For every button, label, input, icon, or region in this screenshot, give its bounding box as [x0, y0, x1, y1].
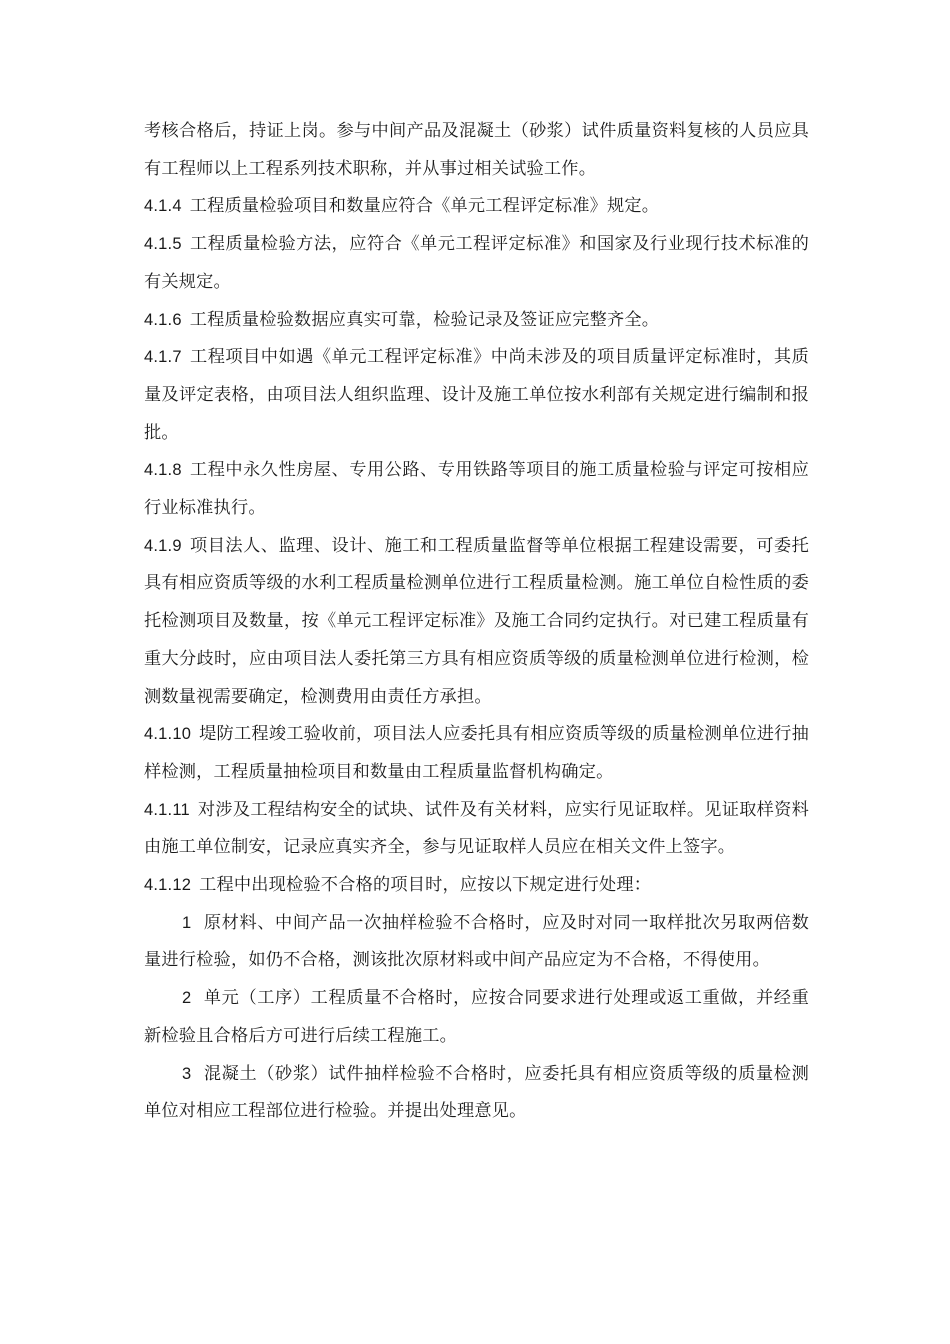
clause-number: 4.1.8	[144, 461, 182, 480]
clause-text: 工程质量检验数据应真实可靠，检验记录及签证应完整齐全。	[189, 309, 660, 330]
clause-4-1-6	[144, 302, 809, 340]
list-item-2	[144, 980, 809, 1055]
clause-text: 项目法人、监理、设计、施工和工程质量监督等单位根据工程建设需要，可委托具有相应资质等级的水利工程质量检测单位进行工程质量检测。施工单位自检性质的委托检测项目及数量，按《单元工程评定标准》及施工合同约定执行。对已建工程质量有重大分歧时，应由项目法人委托第三方具有相应资质等级的质量检测单位进行检测，检测数量视需要确定，检测费用由责任方承担。	[144, 535, 809, 707]
clause-text: 工程中出现检验不合格的项目时，应按以下规定进行处理：	[199, 875, 652, 896]
clause-number: 4.1.4	[144, 197, 182, 216]
item-number: 1	[182, 913, 192, 932]
clause-number: 4.1.6	[144, 310, 182, 329]
item-text: 单元（工序）工程质量不合格时，应按合同要求进行处理或返工重做，并经重新检验且合格后方可进行后续工程施工。	[144, 988, 809, 1046]
clause-number: 4.1.11	[144, 800, 190, 819]
clause-4-1-7	[144, 339, 809, 452]
list-item-3	[144, 1056, 809, 1131]
clause-text: 工程项目中如遇《单元工程评定标准》中尚未涉及的项目质量评定标准时，其质量及评定表格，由项目法人组织监理、设计及施工单位按水利部有关规定进行编制和报批。	[144, 347, 809, 443]
clause-number: 4.1.7	[144, 348, 182, 367]
item-text: 原材料、中间产品一次抽样检验不合格时，应及时对同一取样批次另取两倍数量进行检验，如仍不合格，测该批次原材料或中间产品应定为不合格，不得使用。	[144, 912, 809, 971]
clause-text: 对涉及工程结构安全的试块、试件及有关材料，应实行见证取样。见证取样资料由施工单位制安，记录应真实齐全，参与见证取样人员应在相关文件上签字。	[144, 799, 809, 858]
document-body	[144, 113, 809, 1131]
paragraph-text: 考核合格后，持证上岗。参与中间产品及混凝土（砂浆）试件质量资料复核的人员应具有工程师以上工程系列技术职称，并从事过相关试验工作。	[144, 121, 809, 179]
clause-4-1-9	[144, 528, 809, 717]
clause-text: 工程中永久性房屋、专用公路、专用铁路等项目的施工质量检验与评定可按相应行业标准执行。	[144, 460, 809, 519]
item-text: 混凝土（砂浆）试件抽样检验不合格时，应委托具有相应资质等级的质量检测单位对相应工程部位进行检验。并提出处理意见。	[144, 1063, 809, 1122]
continuation-paragraph	[144, 113, 809, 188]
clause-4-1-11	[144, 792, 809, 867]
clause-text: 工程质量检验方法，应符合《单元工程评定标准》和国家及行业现行技术标准的有关规定。	[144, 234, 809, 292]
clause-4-1-8	[144, 452, 809, 527]
clause-4-1-4	[144, 188, 809, 226]
clause-4-1-10	[144, 716, 809, 791]
item-number: 3	[182, 1064, 192, 1083]
list-item-1	[144, 905, 809, 980]
clause-4-1-5	[144, 226, 809, 301]
clause-number: 4.1.12	[144, 876, 192, 895]
clause-text: 工程质量检验项目和数量应符合《单元工程评定标准》规定。	[189, 196, 660, 217]
clause-4-1-12	[144, 867, 809, 905]
item-number: 2	[182, 989, 192, 1008]
clause-number: 4.1.10	[144, 725, 192, 744]
clause-text: 堤防工程竣工验收前，项目法人应委托具有相应资质等级的质量检测单位进行抽样检测，工程质量抽检项目和数量由工程质量监督机构确定。	[144, 724, 809, 782]
clause-number: 4.1.9	[144, 536, 182, 555]
clause-number: 4.1.5	[144, 235, 182, 254]
